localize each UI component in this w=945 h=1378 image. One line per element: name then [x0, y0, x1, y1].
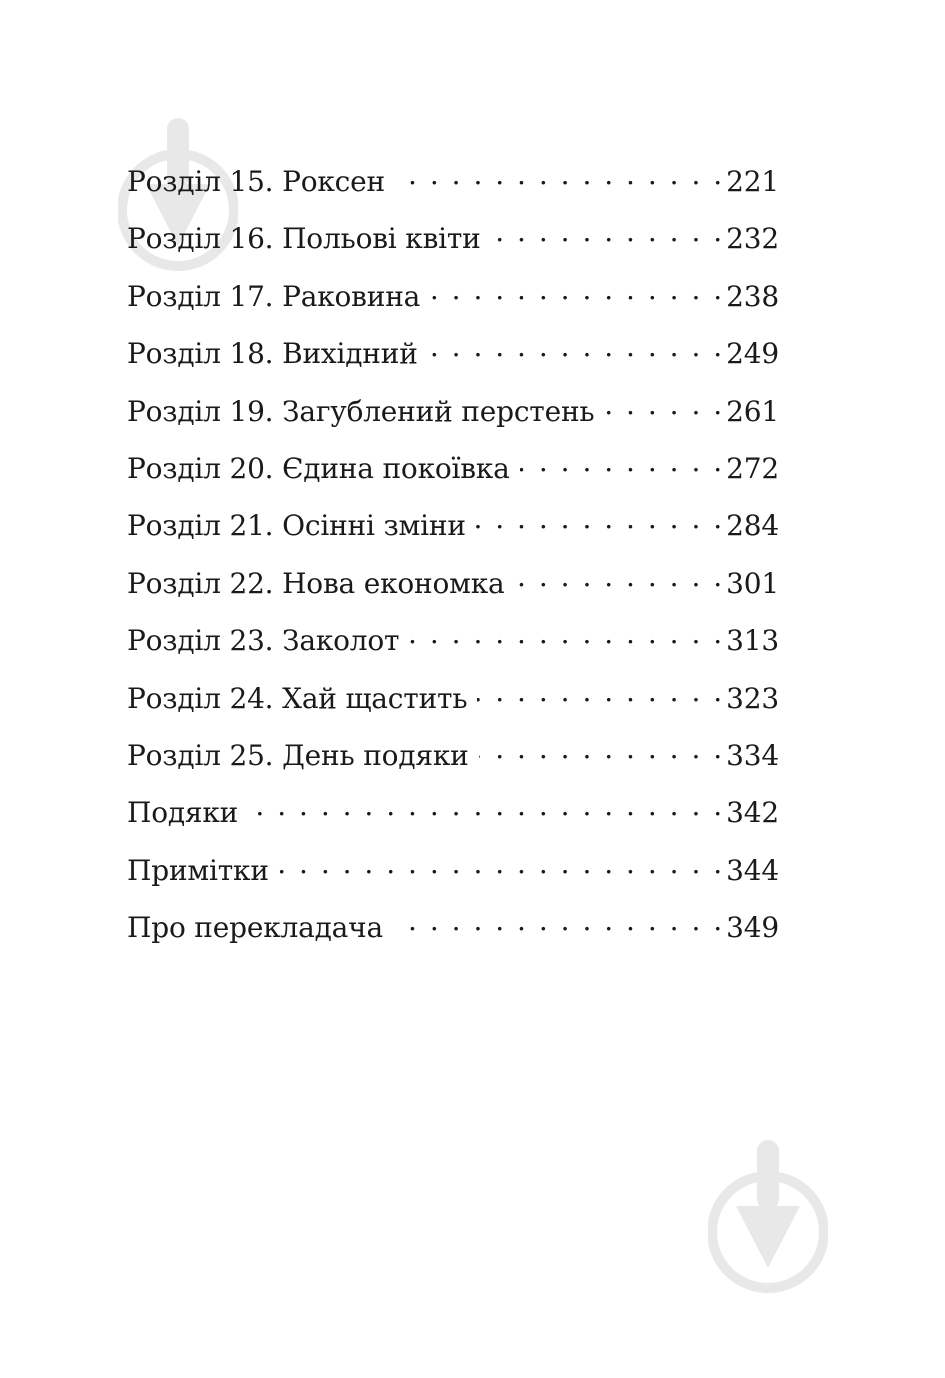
table-of-contents — [127, 158, 779, 961]
toc-dot-leader — [515, 560, 723, 593]
toc-entry-page: 301 — [726, 566, 779, 600]
toc-entry-page: 344 — [726, 853, 779, 887]
toc-entry-page: 238 — [726, 279, 779, 313]
toc-entry-page: 284 — [726, 509, 779, 543]
toc-dot-leader — [430, 273, 722, 306]
toc-entry-title: Розділ 15. Роксен — [127, 165, 385, 198]
toc-entry-title: Розділ 19. Загублений перстень — [127, 394, 595, 428]
toc-entry — [127, 847, 779, 904]
toc-entry-page: 313 — [726, 624, 779, 658]
toc-dot-leader — [476, 502, 722, 535]
toc-entry-page: 334 — [726, 738, 779, 772]
toc-entry — [127, 904, 779, 961]
toc-entry — [127, 215, 779, 272]
toc-dot-leader — [520, 445, 723, 478]
toc-entry-title: Розділ 17. Раковина — [127, 279, 421, 313]
toc-entry — [127, 388, 779, 445]
toc-dot-leader — [477, 675, 722, 708]
toc-entry-page: 261 — [726, 394, 779, 428]
toc-dot-leader — [604, 388, 722, 421]
toc-entry — [127, 273, 779, 330]
toc-entry — [127, 445, 779, 502]
toc-entry-page: 342 — [726, 796, 779, 830]
toc-entry — [127, 560, 779, 617]
toc-entry-title: Розділ 21. Осінні зміни — [127, 509, 466, 543]
toc-entry-page: 232 — [726, 222, 779, 256]
toc-entry-title: Розділ 18. Вихідний — [127, 337, 418, 371]
toc-entry-title: Про перекладача — [127, 911, 383, 945]
toc-entry-title: Розділ 23. Заколот — [127, 624, 400, 658]
toc-entry-title: Розділ 22. Нова економка — [127, 566, 505, 600]
toc-dot-leader — [393, 904, 722, 937]
toc-entry — [127, 158, 779, 215]
toc-entry-title: Примітки — [127, 853, 269, 887]
toc-dot-leader — [479, 732, 723, 765]
toc-entry-title: Розділ 25. День подяки — [127, 738, 469, 772]
toc-dot-leader — [409, 617, 722, 650]
toc-dot-leader — [279, 847, 722, 880]
toc-dot-leader — [428, 330, 722, 363]
toc-entry — [127, 732, 779, 789]
toc-entry-page: 349 — [726, 911, 779, 945]
toc-entry-page: 272 — [726, 451, 779, 485]
toc-entry-page: 323 — [726, 681, 779, 715]
toc-entry-title: Подяки — [127, 796, 239, 830]
toc-entry — [127, 675, 779, 732]
watermark-download-icon — [708, 1140, 828, 1300]
toc-entry — [127, 617, 779, 674]
toc-entry — [127, 789, 779, 846]
toc-entry — [127, 502, 779, 559]
toc-dot-leader — [248, 789, 722, 822]
toc-entry — [127, 330, 779, 387]
toc-entry-title: Розділ 16. Польові квіти — [127, 222, 481, 256]
toc-entry-title: Розділ 20. Єдина покоївка — [127, 451, 510, 485]
toc-dot-leader — [491, 215, 723, 248]
toc-entry-page: 221 — [726, 165, 779, 198]
toc-dot-leader — [395, 158, 722, 191]
toc-entry-page: 249 — [726, 337, 779, 371]
toc-entry-title: Розділ 24. Хай щастить — [127, 681, 468, 715]
